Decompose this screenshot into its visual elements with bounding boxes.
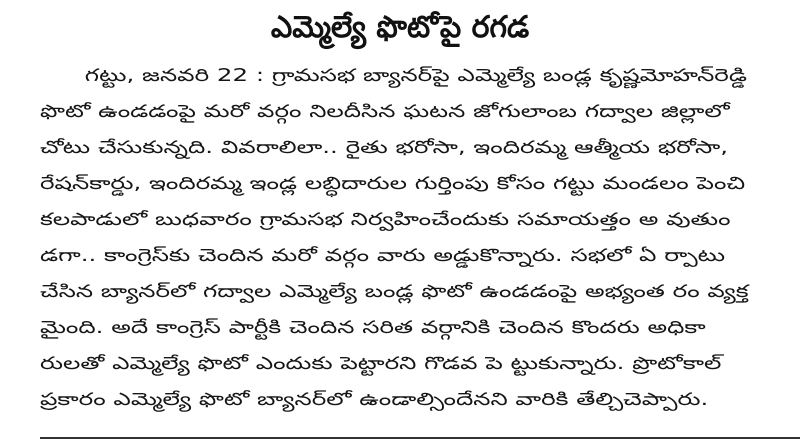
article-line: చోటు చేసుకున్నది. వివరాలిలా.. రైతు భరోసా, ఇందిరమ్మ ఆత్మీయ భరోసా, <box>40 138 729 158</box>
article-line: చేసిన బ్యానర్‌లో గద్వాల ఎమ్మెల్యే బండ్ల ఫొటో ఉండడంపై అభ్యంత రం వ్యక్త <box>40 282 749 302</box>
article-line: గట్టు, జనవరి 22 : గ్రామసభ బ్యానర్‌పై ఎమ్మెల్యే బండ్ల కృష్ణమోహన్‌రెడ్డి <box>84 66 747 86</box>
article-line: రేషన్‌కార్డు, ఇందిరమ్మ ఇండ్ల లబ్ధిదారుల గుర్తింపు కోసం గట్టు మండలం పెంచి <box>40 174 746 194</box>
article-line: డగా.. కాంగ్రెస్‌కు చెందిన మరో వర్గం వారు అడ్డుకొన్నారు. సభలో ఏ ర్పాటు <box>40 246 726 266</box>
article-line: రులతో ఎమ్మెల్యే ఫొటో ఎందుకు పెట్టారని గొడవ పె ట్టుకున్నారు. ప్రొటోకాల్ <box>40 354 722 374</box>
article-body <box>40 58 795 418</box>
article-line: ప్రకారం ఎమ్మెల్యే ఫొటో బ్యానర్‌లో ఉండాల్సిందేనని వారికి తేల్చిచెప్పారు. <box>40 390 709 410</box>
article-line: మైంది. అదే కాంగ్రెస్ పార్టీకి చెందిన సరిత వర్గానికి చెందిన కొందరు అధికా <box>40 318 706 338</box>
article-headline: ఎమ్మెల్యే ఫొటోపై రగడ <box>270 10 530 45</box>
bottom-divider <box>40 437 800 439</box>
article-line: ఫొటో ఉండడంపై మరో వర్గం నిలదీసిన ఘటన జోగులాంబ గద్వాల జిల్లాలో <box>40 102 730 122</box>
article-line: కలపాడులో బుధవారం గ్రామసభ నిర్వహించేందుకు సమాయత్తం అ వుతుం <box>40 210 731 230</box>
